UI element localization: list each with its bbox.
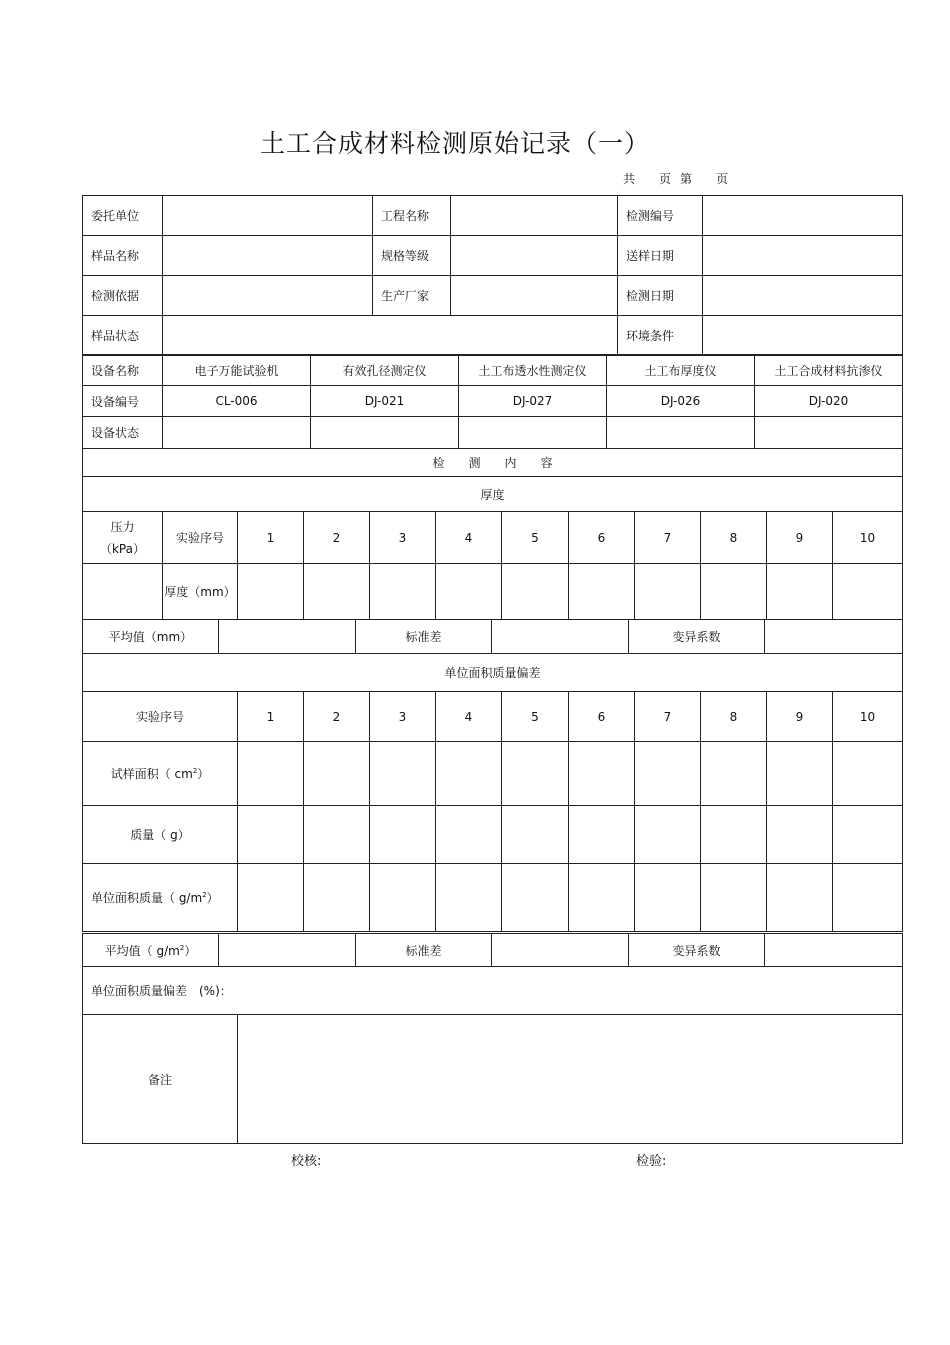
sample-state-label: 样品状态 [83, 316, 163, 356]
thickness-std-field[interactable] [492, 620, 629, 654]
seq-number: 3 [370, 692, 436, 742]
area-label: 试样面积（ $cm^2$） [83, 742, 238, 806]
info-table [82, 195, 903, 356]
mass-value-cell[interactable] [304, 806, 370, 864]
seq-number: 4 [436, 512, 502, 564]
test-date-field[interactable] [703, 276, 903, 316]
seq-number: 5 [502, 692, 569, 742]
thickness-value-cell[interactable] [304, 564, 370, 620]
mass-value-cell[interactable] [502, 806, 569, 864]
unit-mass-label: 单位面积质量（ $g/m^2$） [83, 864, 238, 932]
thickness-avg-field[interactable] [219, 620, 356, 654]
mass-value-cell[interactable] [569, 806, 635, 864]
unit-mass-value-cell[interactable] [833, 864, 903, 932]
delivery-date-field[interactable] [703, 236, 903, 276]
mass-avg-field[interactable] [219, 934, 356, 967]
thickness-value-cell[interactable] [635, 564, 701, 620]
equipment-name: 土工布透水性测定仪 [459, 355, 607, 386]
mass-value-cell[interactable] [833, 806, 903, 864]
thickness-label: 厚度（mm） [163, 564, 238, 620]
environment-label: 环境条件 [618, 316, 703, 356]
seq-number: 7 [635, 512, 701, 564]
mass-table [82, 691, 903, 932]
remarks-table [82, 1014, 903, 1144]
mass-avg-label: 平均值（ $g/m^2$） [83, 934, 219, 967]
seq-number: 5 [502, 512, 569, 564]
equipment-name: 电子万能试验机 [163, 355, 311, 386]
thickness-value-cell[interactable] [569, 564, 635, 620]
seq-number: 6 [569, 692, 635, 742]
thickness-value-cell[interactable] [701, 564, 767, 620]
client-field[interactable] [163, 196, 373, 236]
area-value-cell[interactable] [238, 742, 304, 806]
thickness-stats-table [82, 619, 903, 692]
equipment-table [82, 354, 903, 512]
mass-std-field[interactable] [492, 934, 629, 967]
remarks-label: 备注 [83, 1015, 238, 1144]
manufacturer-label: 生产厂家 [373, 276, 451, 316]
pressure-field[interactable] [83, 564, 163, 620]
equipment-name-label: 设备名称 [83, 355, 163, 386]
seq-number: 1 [238, 692, 304, 742]
unit-mass-value-cell[interactable] [238, 864, 304, 932]
thickness-cv-field[interactable] [765, 620, 903, 654]
equipment-state-field[interactable] [755, 417, 903, 449]
thickness-std-label: 标准差 [356, 620, 492, 654]
thickness-value-cell[interactable] [370, 564, 436, 620]
seq-number: 8 [701, 692, 767, 742]
basis-field[interactable] [163, 276, 373, 316]
mass-value-cell[interactable] [701, 806, 767, 864]
pressure-unit: （kPa） [99, 541, 145, 556]
unit-mass-value-cell[interactable] [767, 864, 833, 932]
page-label-2: 页 [716, 172, 729, 186]
thickness-cv-label: 变异系数 [629, 620, 765, 654]
seq-number: 1 [238, 512, 304, 564]
equipment-state-field[interactable] [311, 417, 459, 449]
equipment-state-field[interactable] [607, 417, 755, 449]
spec-field[interactable] [451, 236, 618, 276]
delivery-date-label: 送样日期 [618, 236, 703, 276]
mass-cv-label: 变异系数 [629, 934, 765, 967]
mass-value-cell[interactable] [238, 806, 304, 864]
thickness-avg-label: 平均值（mm） [83, 620, 219, 654]
test-no-label: 检测编号 [618, 196, 703, 236]
equipment-no: DJ-027 [459, 386, 607, 417]
seq-number: 10 [833, 692, 903, 742]
equipment-name: 土工布厚度仪 [607, 355, 755, 386]
mass-deviation-label[interactable]: 单位面积质量偏差 (%)： [83, 967, 903, 1015]
page-title: 土工合成材料检测原始记录（一） [259, 129, 650, 158]
seq-label: 实验序号 [163, 512, 238, 564]
unit-mass-value-cell[interactable] [701, 864, 767, 932]
area-value-cell[interactable] [767, 742, 833, 806]
project-label: 工程名称 [373, 196, 451, 236]
thickness-value-cell[interactable] [238, 564, 304, 620]
mass-header: 单位面积质量偏差 [83, 654, 903, 692]
area-value-cell[interactable] [635, 742, 701, 806]
seq-number: 7 [635, 692, 701, 742]
area-value-cell[interactable] [701, 742, 767, 806]
mass-label: 质量（ g） [83, 806, 238, 864]
basis-label: 检测依据 [83, 276, 163, 316]
mass-stats-table [82, 933, 903, 1015]
sample-name-label: 样品名称 [83, 236, 163, 276]
page-total-label: 共 [623, 172, 636, 186]
equipment-name: 有效孔径测定仪 [311, 355, 459, 386]
mass-cv-field[interactable] [765, 934, 903, 967]
environment-field[interactable] [703, 316, 903, 356]
thickness-value-cell[interactable] [767, 564, 833, 620]
reviewer-label: 校核: [291, 1154, 322, 1169]
project-field[interactable] [451, 196, 618, 236]
equipment-no: DJ-026 [607, 386, 755, 417]
thickness-header: 厚度 [83, 477, 903, 512]
unit-mass-value-cell[interactable] [370, 864, 436, 932]
equipment-state-field[interactable] [163, 417, 311, 449]
tester-label: 检验: [636, 1154, 667, 1169]
area-value-cell[interactable] [370, 742, 436, 806]
unit-mass-value-cell[interactable] [502, 864, 569, 932]
seq-number: 3 [370, 512, 436, 564]
pressure-label: 压力 [110, 519, 135, 534]
unit-mass-value-cell[interactable] [569, 864, 635, 932]
spec-label: 规格等级 [373, 236, 451, 276]
seq-number: 6 [569, 512, 635, 564]
thickness-value-cell[interactable] [833, 564, 903, 620]
area-value-cell[interactable] [436, 742, 502, 806]
equipment-no: CL-006 [163, 386, 311, 417]
seq-number: 2 [304, 512, 370, 564]
client-label: 委托单位 [83, 196, 163, 236]
content-header: 检 测 内 容 [83, 449, 903, 477]
equipment-no: DJ-020 [755, 386, 903, 417]
seq-number: 9 [767, 692, 833, 742]
seq-number: 2 [304, 692, 370, 742]
mass-value-cell[interactable] [370, 806, 436, 864]
equipment-state-field[interactable] [459, 417, 607, 449]
test-no-field[interactable] [703, 196, 903, 236]
equipment-no: DJ-021 [311, 386, 459, 417]
area-value-cell[interactable] [569, 742, 635, 806]
unit-mass-value-cell[interactable] [436, 864, 502, 932]
equipment-name: 土工合成材料抗渗仪 [755, 355, 903, 386]
equipment-state-label: 设备状态 [83, 417, 163, 449]
unit-mass-value-cell[interactable] [304, 864, 370, 932]
seq-number: 10 [833, 512, 903, 564]
mass-value-cell[interactable] [767, 806, 833, 864]
manufacturer-field[interactable] [451, 276, 618, 316]
area-value-cell[interactable] [304, 742, 370, 806]
page-label: 页 [659, 172, 672, 186]
mass-seq-label: 实验序号 [83, 692, 238, 742]
remarks-field[interactable] [238, 1015, 903, 1144]
page-current-label: 第 [680, 172, 693, 186]
seq-number: 4 [436, 692, 502, 742]
mass-value-cell[interactable] [635, 806, 701, 864]
thickness-table [82, 511, 903, 620]
sample-name-field[interactable] [163, 236, 373, 276]
equipment-no-label: 设备编号 [83, 386, 163, 417]
area-value-cell[interactable] [833, 742, 903, 806]
test-date-label: 检测日期 [618, 276, 703, 316]
seq-number: 8 [701, 512, 767, 564]
mass-std-label: 标准差 [356, 934, 492, 967]
seq-number: 9 [767, 512, 833, 564]
thickness-value-cell[interactable] [502, 564, 569, 620]
pressure-label-cell [83, 512, 163, 564]
unit-mass-value-cell[interactable] [635, 864, 701, 932]
mass-value-cell[interactable] [436, 806, 502, 864]
sample-state-field[interactable] [163, 316, 618, 356]
thickness-value-cell[interactable] [436, 564, 502, 620]
area-value-cell[interactable] [502, 742, 569, 806]
